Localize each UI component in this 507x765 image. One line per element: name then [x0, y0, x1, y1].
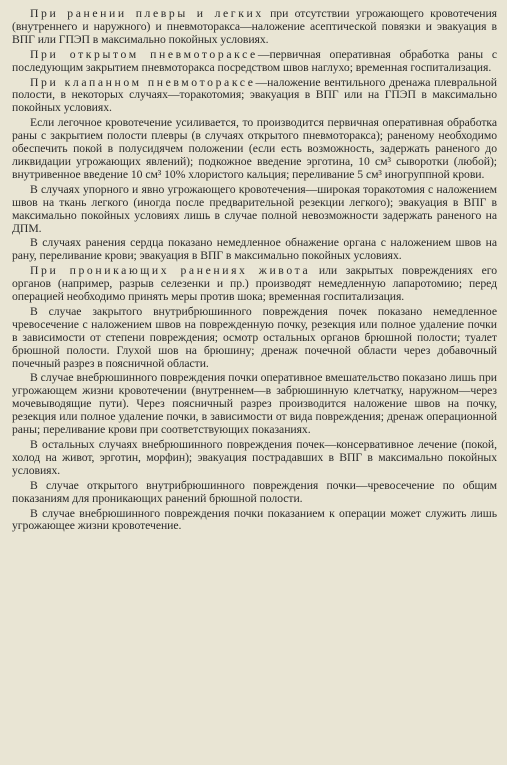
paragraph-operation-indication: [12, 508, 497, 534]
paragraph-abdomen-wound: [12, 265, 497, 304]
paragraph-extraperitoneal-kidney: [12, 372, 497, 437]
paragraph-text: —наложение вентильного дренажа плевральной полости, в некоторых случаях—торакотомия; эвакуация в ВПГ или на ГПЭП в максимально покойных условиях.: [12, 75, 497, 115]
paragraph-text: В случаях ранения сердца показано немедленное обнажение органа с наложением швов на рану, переливание крови; эвакуация в ВПГ в максимально покойных условиях.: [12, 236, 497, 263]
paragraph-text: В случаях упорного и явно угрожающего кровотечения—широкая торакотомия с наложением швов на ткань легкого (иногда после предварительной резекции легкого); эвакуация в ВПГ в максимально покойных условиях лишь в случае полной невозможности задержать раненого на ДПМ.: [12, 182, 497, 235]
paragraph-conservative-treatment: [12, 439, 497, 478]
paragraph-text: Если легочное кровотечение усиливается, то производится первичная оперативная обработка раны с закрытием полости плевры (в случаях открытого пневмоторакса); раненому необходимо обеспечить покой в полусидячем положении (если есть возможность, задержать раненого до ликвидации угрожающих явлений); подкожное введение эрготина, 10 см³ сыворотки (любой); внутривенное введение 10 см³ 10% хлористого кальция; переливание 5 см³ иногруппной крови.: [12, 116, 497, 181]
paragraph-text: или закрытых повреждениях его органов (например, разрыв селезенки и пр.) производят немедленную лапаротомию; перед операцией необходимо принять меры против шока; временная госпитализация.: [12, 264, 497, 304]
paragraph-open-intraperitoneal-kidney: [12, 480, 497, 506]
paragraph-text: В случае закрытого внутрибрюшинного повреждения почек показано немедленное чревосечение с наложением швов на поврежденную почку, резекция или полное удаление почки в зависимости от степени повреждения; осмотр остальных органов брюшной полости; туалет брюшной полости. Глухой шов на брюшину; дренаж почечной области через добавочный почечный разрез в поясничной области.: [12, 304, 497, 370]
paragraph-text: В случае внебрюшинного повреждения почки показанием к операции может служить лишь угрожающее жизни кровотечение.: [12, 506, 497, 533]
paragraph-lead: При открытом пневмотораксе: [30, 47, 258, 61]
paragraph-lead: При клапанном пневмотораксе: [30, 75, 256, 89]
paragraph-text: В случае внебрюшинного повреждения почки оперативное вмешательство показано лишь при угрожающем жизни кровотечении (внутреннем—в забрюшинную клетчатку, наружном—через мочевыводящие пути). Через поясничный разрез производится наложение швов на почку, резекция или полное удаление почки, в зависимости от вида повреждения; дренаж операционной раны; переливание крови при соответствующих показаниях.: [12, 371, 497, 437]
paragraph-open-pneumothorax: [12, 49, 497, 75]
paragraph-thoracotomy: [12, 184, 497, 236]
paragraph-lead: При проникающих ранениях живота: [30, 264, 311, 278]
paragraph-lung-bleeding: [12, 117, 497, 182]
paragraph-text: В случае открытого внутрибрюшинного повреждения почки—чревосечение по общим показаниям для проникающих ранений брюшной полости.: [12, 478, 497, 505]
paragraph-text: В остальных случаях внебрюшинного повреждения почек—консервативное лечение (покой, холод на живот, эрготин, морфин); эвакуация пострадавших в ВПГ в максимально покойных условиях.: [12, 438, 497, 477]
paragraph-closed-intraperitoneal-kidney: [12, 306, 497, 371]
paragraph-pleura-lung-wound: [12, 8, 497, 47]
paragraph-text: при отсутствии угрожающего кровотечения (внутреннего и наружного) и пневмоторакса—наложение асептической повязки и эвакуация в ВПГ или ГПЭП в максимально покойных условиях.: [12, 7, 497, 46]
paragraph-lead: При ранении плевры и легких: [30, 7, 264, 20]
paragraph-text: —первичная оперативная обработка раны с последующим закрытием пневмоторакса посредством швов наглухо; временная госпитализация.: [12, 47, 497, 74]
paragraph-valve-pneumothorax: [12, 77, 497, 116]
paragraph-heart-wound: [12, 237, 497, 263]
